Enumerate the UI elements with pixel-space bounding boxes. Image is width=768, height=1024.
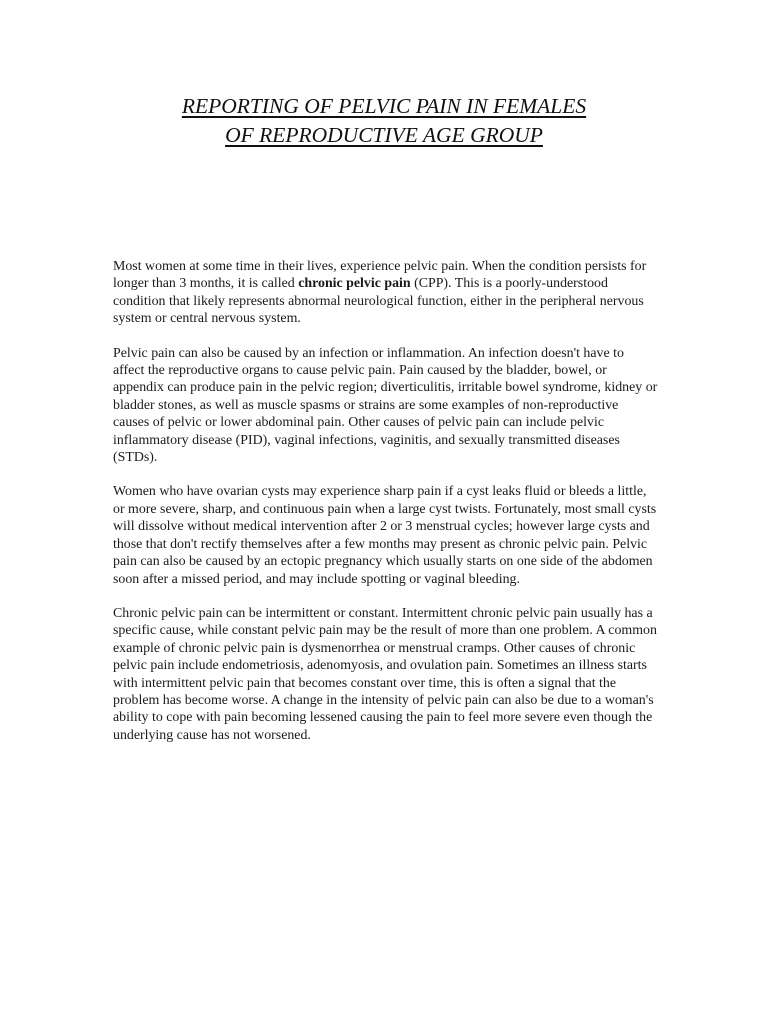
title-line-1: REPORTING OF PELVIC PAIN IN FEMALES: [181, 94, 587, 118]
chronic-pelvic-pain-term: chronic pelvic pain: [298, 276, 411, 292]
paragraph-2: Pelvic pain can also be caused by an infection or inflammation. An infection doesn't have to affect the reproductive organs to cause pelvic pain. Pain caused by the bladder, bowel, or appendix can produce pain in the pelvic region; diverticulitis, irritable bowel syndrome, kidney or bladder stones, as well as muscle spasms or strains are some examples of non-reproductive causes of pelvic or lower abdominal pain. Other causes of pelvic pain can include pelvic inflammatory disease (PID), vaginal infections, vaginitis, and sexually transmitted diseases (STDs).: [113, 345, 658, 466]
document-title: [96, 92, 672, 150]
title-line-2: OF REPRODUCTIVE AGE GROUP: [225, 123, 543, 147]
document-body: [113, 258, 658, 761]
paragraph-1-text-a: Most women at some time in their lives, experience pelvic pain. When the condition persists for longer than 3 months, it is called: [113, 259, 647, 292]
paragraph-4: Chronic pelvic pain can be intermittent or constant. Intermittent chronic pelvic pain usually has a specific cause, while constant pelvic pain may be the result of more than one problem. A common example of chronic pelvic pain is dysmenorrhea or menstrual cramps. Other causes of chronic pelvic pain include endometriosis, adenomyosis, and ovulation pain. Sometimes an illness starts with intermittent pelvic pain that becomes constant over time, this is often a signal that the problem has become worse. A change in the intensity of pelvic pain can also be due to a woman's ability to cope with pain becoming lessened causing the pain to feel more severe even though the underlying cause has not worsened.: [113, 605, 657, 743]
paragraph-1: [113, 258, 658, 328]
paragraph-1-text-b: (CPP). This is a poorly-understood condition that likely represents abnormal neurological function, either in the peripheral nervous system or central nervous system.: [113, 276, 644, 327]
paragraph-3: Women who have ovarian cysts may experience sharp pain if a cyst leaks fluid or bleeds a little, or more severe, sharp, and continuous pain when a large cyst twists. Fortunately, most small cysts will dissolve without medical intervention after 2 or 3 menstrual cycles; however large cysts and those that don't rectify themselves after a few months may present as chronic pelvic pain. Pelvic pain can also be caused by an ectopic pregnancy which usually starts on one side of the abdomen soon after a missed period, and may include spotting or vaginal bleeding.: [113, 484, 657, 587]
